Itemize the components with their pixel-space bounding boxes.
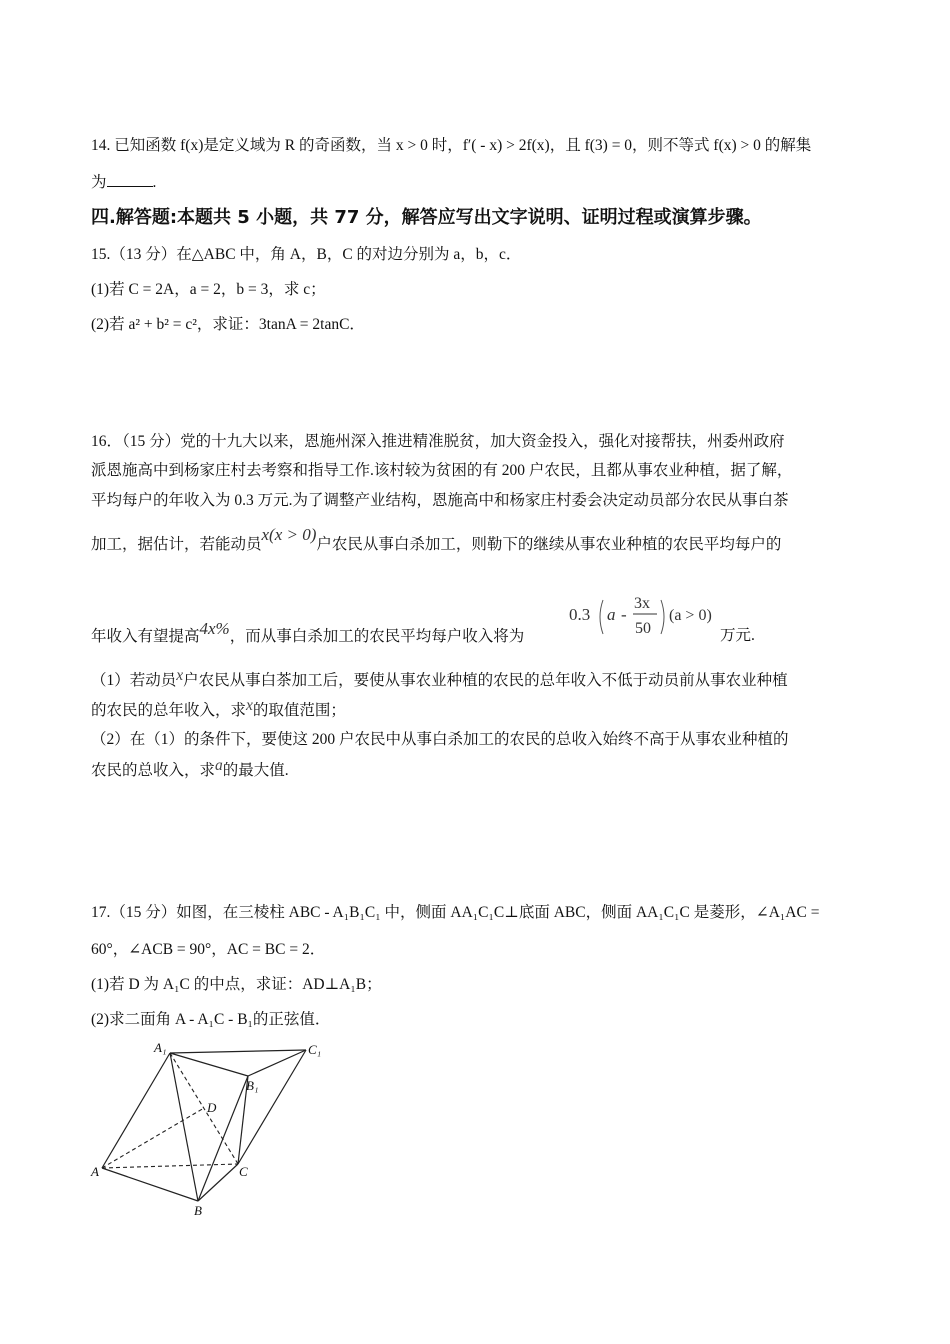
q17-part1: (1)若 D 为 A₁C 的中点，求证：AD⊥A₁B； — [91, 976, 382, 993]
label-d: D — [207, 1100, 217, 1115]
q16-line1: 16．（15 分）党的十九大以来，恩施州深入推进精准脱贫，加大资金投入，强化对接帮扶，州委州政府 — [91, 433, 785, 450]
q16-line4-text-b: 户农民从事白杀加工，则勒下的继续从事农业种植的农民平均每户的 — [316, 536, 782, 553]
q17-line1: 17.（15 分）如图，在三棱柱 ABC - A₁B₁C₁ 中，侧面 AA₁C₁C⊥底面 ABC，侧面 AA₁C₁C 是菱形，∠A₁AC = — [91, 904, 820, 921]
q14-prefix: 为 — [91, 174, 107, 191]
label-c: C — [239, 1164, 248, 1179]
edge-a1-a — [102, 1053, 170, 1168]
label-b: B — [194, 1203, 202, 1218]
label-c1: C₁ — [308, 1042, 322, 1057]
edge-a-b — [102, 1168, 198, 1201]
q16-line5-text-b: ，而从事白杀加工的农民平均每户收入将为 — [229, 628, 525, 645]
q16-line2: 派恩施高中到杨家庄村去考察和指导工作.该村较为贫困的有 200 户农民，且都从事农业种植，据了解， — [91, 462, 793, 479]
formula-minus: - — [621, 605, 627, 624]
answer-blank — [107, 172, 153, 187]
edge-a1-c1 — [170, 1050, 306, 1053]
q16-line5-text-a: 年收入有望提高 — [91, 628, 200, 645]
q16-var-x2: x — [246, 697, 253, 714]
q16-line4-text-a: 加工，据估计，若能动员 — [91, 536, 262, 553]
formula-left-paren — [600, 600, 603, 634]
q14-line2 — [91, 172, 156, 194]
q16-part2-line2 — [91, 757, 289, 782]
q16-unit: 万元. — [720, 627, 755, 644]
edge-c1-c — [238, 1050, 306, 1164]
label-b1: B₁ — [246, 1078, 259, 1093]
formula-num: 3x — [634, 595, 650, 612]
q16-part2-c: 的最大值. — [222, 762, 289, 779]
formula-den: 50 — [635, 620, 651, 637]
q16-line3: 平均每户的年收入为 0.3 万元.为了调整产业结构，恩施高中和杨家庄村委会决定动员部分农民从事白茶 — [91, 492, 789, 509]
label-a: A — [91, 1164, 99, 1179]
q15-part2: (2)若 a² + b² = c²，求证：3tanA = 2tanC． — [91, 316, 365, 333]
q16-part1-c: 的农民的总年收入，求 — [91, 702, 247, 719]
q15-stem: 15.（13 分）在△ABC 中，角 A，B，C 的对边分别为 a，b，c． — [91, 246, 522, 263]
formula-coef: 0.3 — [569, 605, 591, 624]
q14-suffix: . — [152, 174, 157, 191]
q16-math-x: x(x > 0) — [261, 525, 317, 544]
q16-var-x: x — [176, 667, 184, 684]
q16-part2-line1: （2）在（1）的条件下，要使这 200 户农民中从事白杀加工的农民的总收入始终不高于从事农业种植的 — [91, 731, 789, 748]
edge-a1-b — [170, 1053, 198, 1201]
edge-b-c — [198, 1164, 238, 1201]
formula-right-paren — [661, 600, 664, 634]
q16-line5 — [91, 619, 525, 648]
q16-math-percent: 4x% — [199, 619, 230, 638]
edge-a-d-hidden — [102, 1108, 204, 1168]
q16-line4 — [91, 525, 782, 556]
q16-part1-line2 — [91, 697, 346, 722]
prism-figure — [88, 1038, 338, 1218]
q16-part2-b: 农民的总收入，求 — [91, 762, 216, 779]
q17-line2: 60°，∠ACB = 90°，AC = BC = 2． — [91, 941, 326, 958]
edge-a-c-hidden — [102, 1164, 238, 1168]
q15-part1: (1)若 C = 2A，a = 2，b = 3，求 c； — [91, 281, 326, 298]
q16-part1-a: （1）若动员 — [91, 672, 177, 689]
q16-part1-d: 的取值范围； — [252, 702, 346, 719]
label-a1: A₁ — [154, 1040, 167, 1055]
section-heading: 四.解答题:本题共 5 小题，共 77 分，解答应写出文字说明、证明过程或演算步骤。 — [91, 207, 762, 228]
formula-a: a — [607, 605, 616, 624]
income-formula — [565, 588, 725, 646]
q16-var-a: a — [215, 757, 223, 774]
formula-cond: (a > 0) — [669, 607, 712, 624]
q14-line1: 14. 已知函数 f(x)是定义域为 R 的奇函数，当 x > 0 时，f′( - x) > 2f(x)，且 f(3) = 0，则不等式 f(x) > 0 的解集 — [91, 137, 812, 154]
q17-part2: (2)求二面角 A - A₁C - B₁的正弦值． — [91, 1011, 331, 1028]
q16-part1-line1 — [91, 667, 788, 692]
q16-part1-b: 户农民从事白茶加工后，要使从事农业种植的农民的总年收入不低于动员前从事农业种植 — [183, 672, 788, 689]
